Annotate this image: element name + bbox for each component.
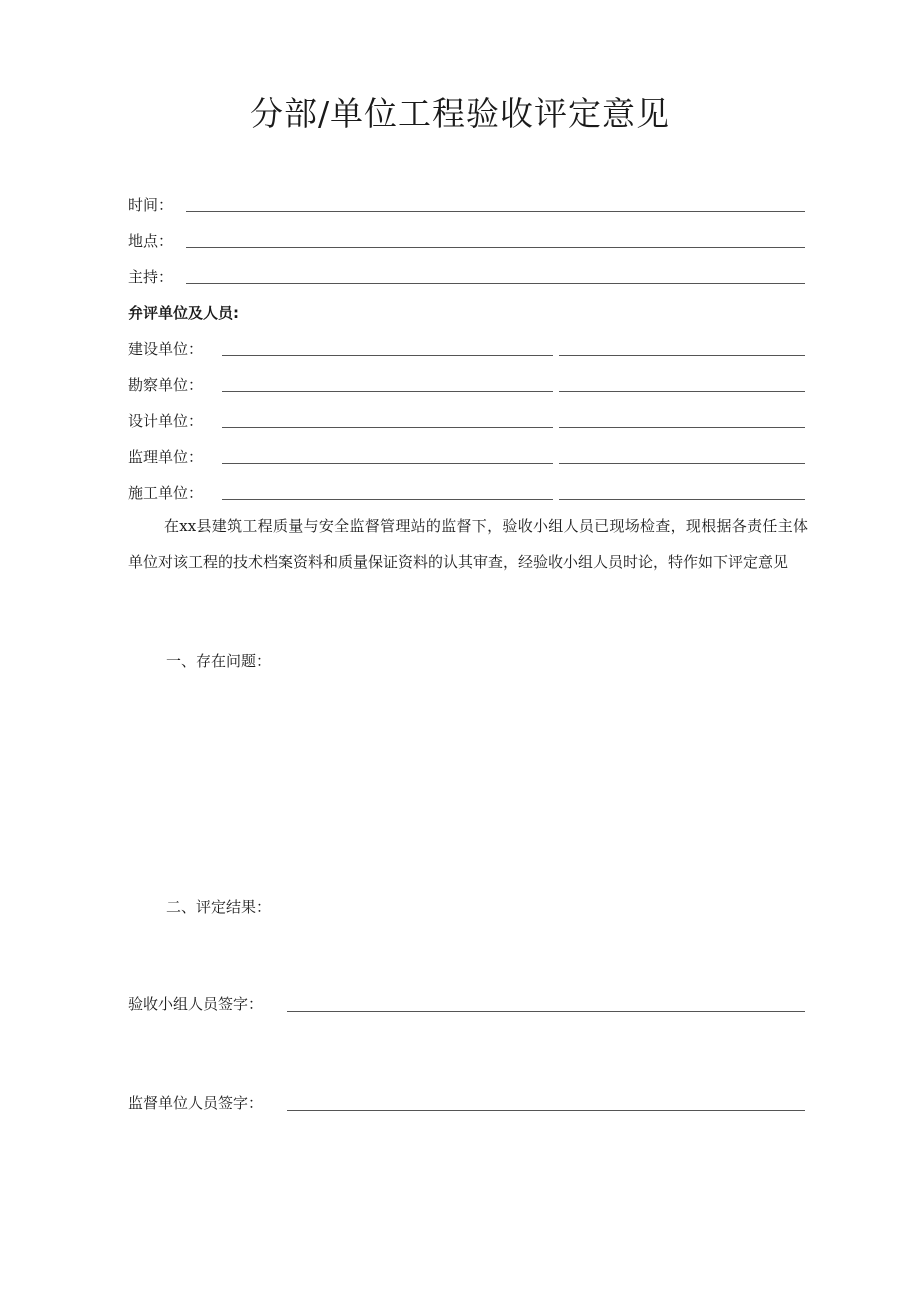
unit-person-line[interactable] (559, 463, 805, 464)
body-paragraph-text: 在xx县建筑工程质量与安全监督管理站的监督下，验收小组人员已现场检查，现根据各责任主体单位对该工程的技术档案资料和质量保证资料的认其审查，经验收小组人员时论，特作如下评定意见 (128, 517, 808, 571)
unit-label-contractor: 施工单位： (128, 484, 204, 502)
section-results: 二、评定结果： (166, 898, 272, 916)
document-title: 分部/单位工程验收评定意见 (249, 94, 671, 133)
unit-name-line[interactable] (222, 427, 553, 428)
supervision-signature-label: 监督单位人员签字： (128, 1094, 264, 1112)
time-label: 时间： (128, 196, 174, 214)
unit-person-line[interactable] (559, 355, 805, 356)
unit-label-supervision: 监理单位： (128, 448, 204, 466)
supervision-signature-line[interactable] (287, 1110, 805, 1111)
team-signature-line[interactable] (287, 1011, 805, 1012)
body-paragraph (128, 508, 808, 580)
place-label: 地点： (128, 232, 174, 250)
unit-label-survey: 勘察单位： (128, 376, 204, 394)
section-issues: 一、存在问题： (166, 652, 272, 670)
unit-name-line[interactable] (222, 391, 553, 392)
unit-label-construction: 建设单位： (128, 340, 204, 358)
time-field-line[interactable] (186, 211, 805, 212)
unit-name-line[interactable] (222, 355, 553, 356)
unit-name-line[interactable] (222, 499, 553, 500)
unit-label-design: 设计单位： (128, 412, 204, 430)
participants-heading: 弁评单位及人员: (128, 304, 239, 322)
unit-name-line[interactable] (222, 463, 553, 464)
place-field-line[interactable] (186, 247, 805, 248)
host-field-line[interactable] (186, 283, 805, 284)
unit-person-line[interactable] (559, 499, 805, 500)
team-signature-label: 验收小组人员签字： (128, 995, 264, 1013)
unit-person-line[interactable] (559, 427, 805, 428)
unit-person-line[interactable] (559, 391, 805, 392)
host-label: 主持： (128, 268, 174, 286)
